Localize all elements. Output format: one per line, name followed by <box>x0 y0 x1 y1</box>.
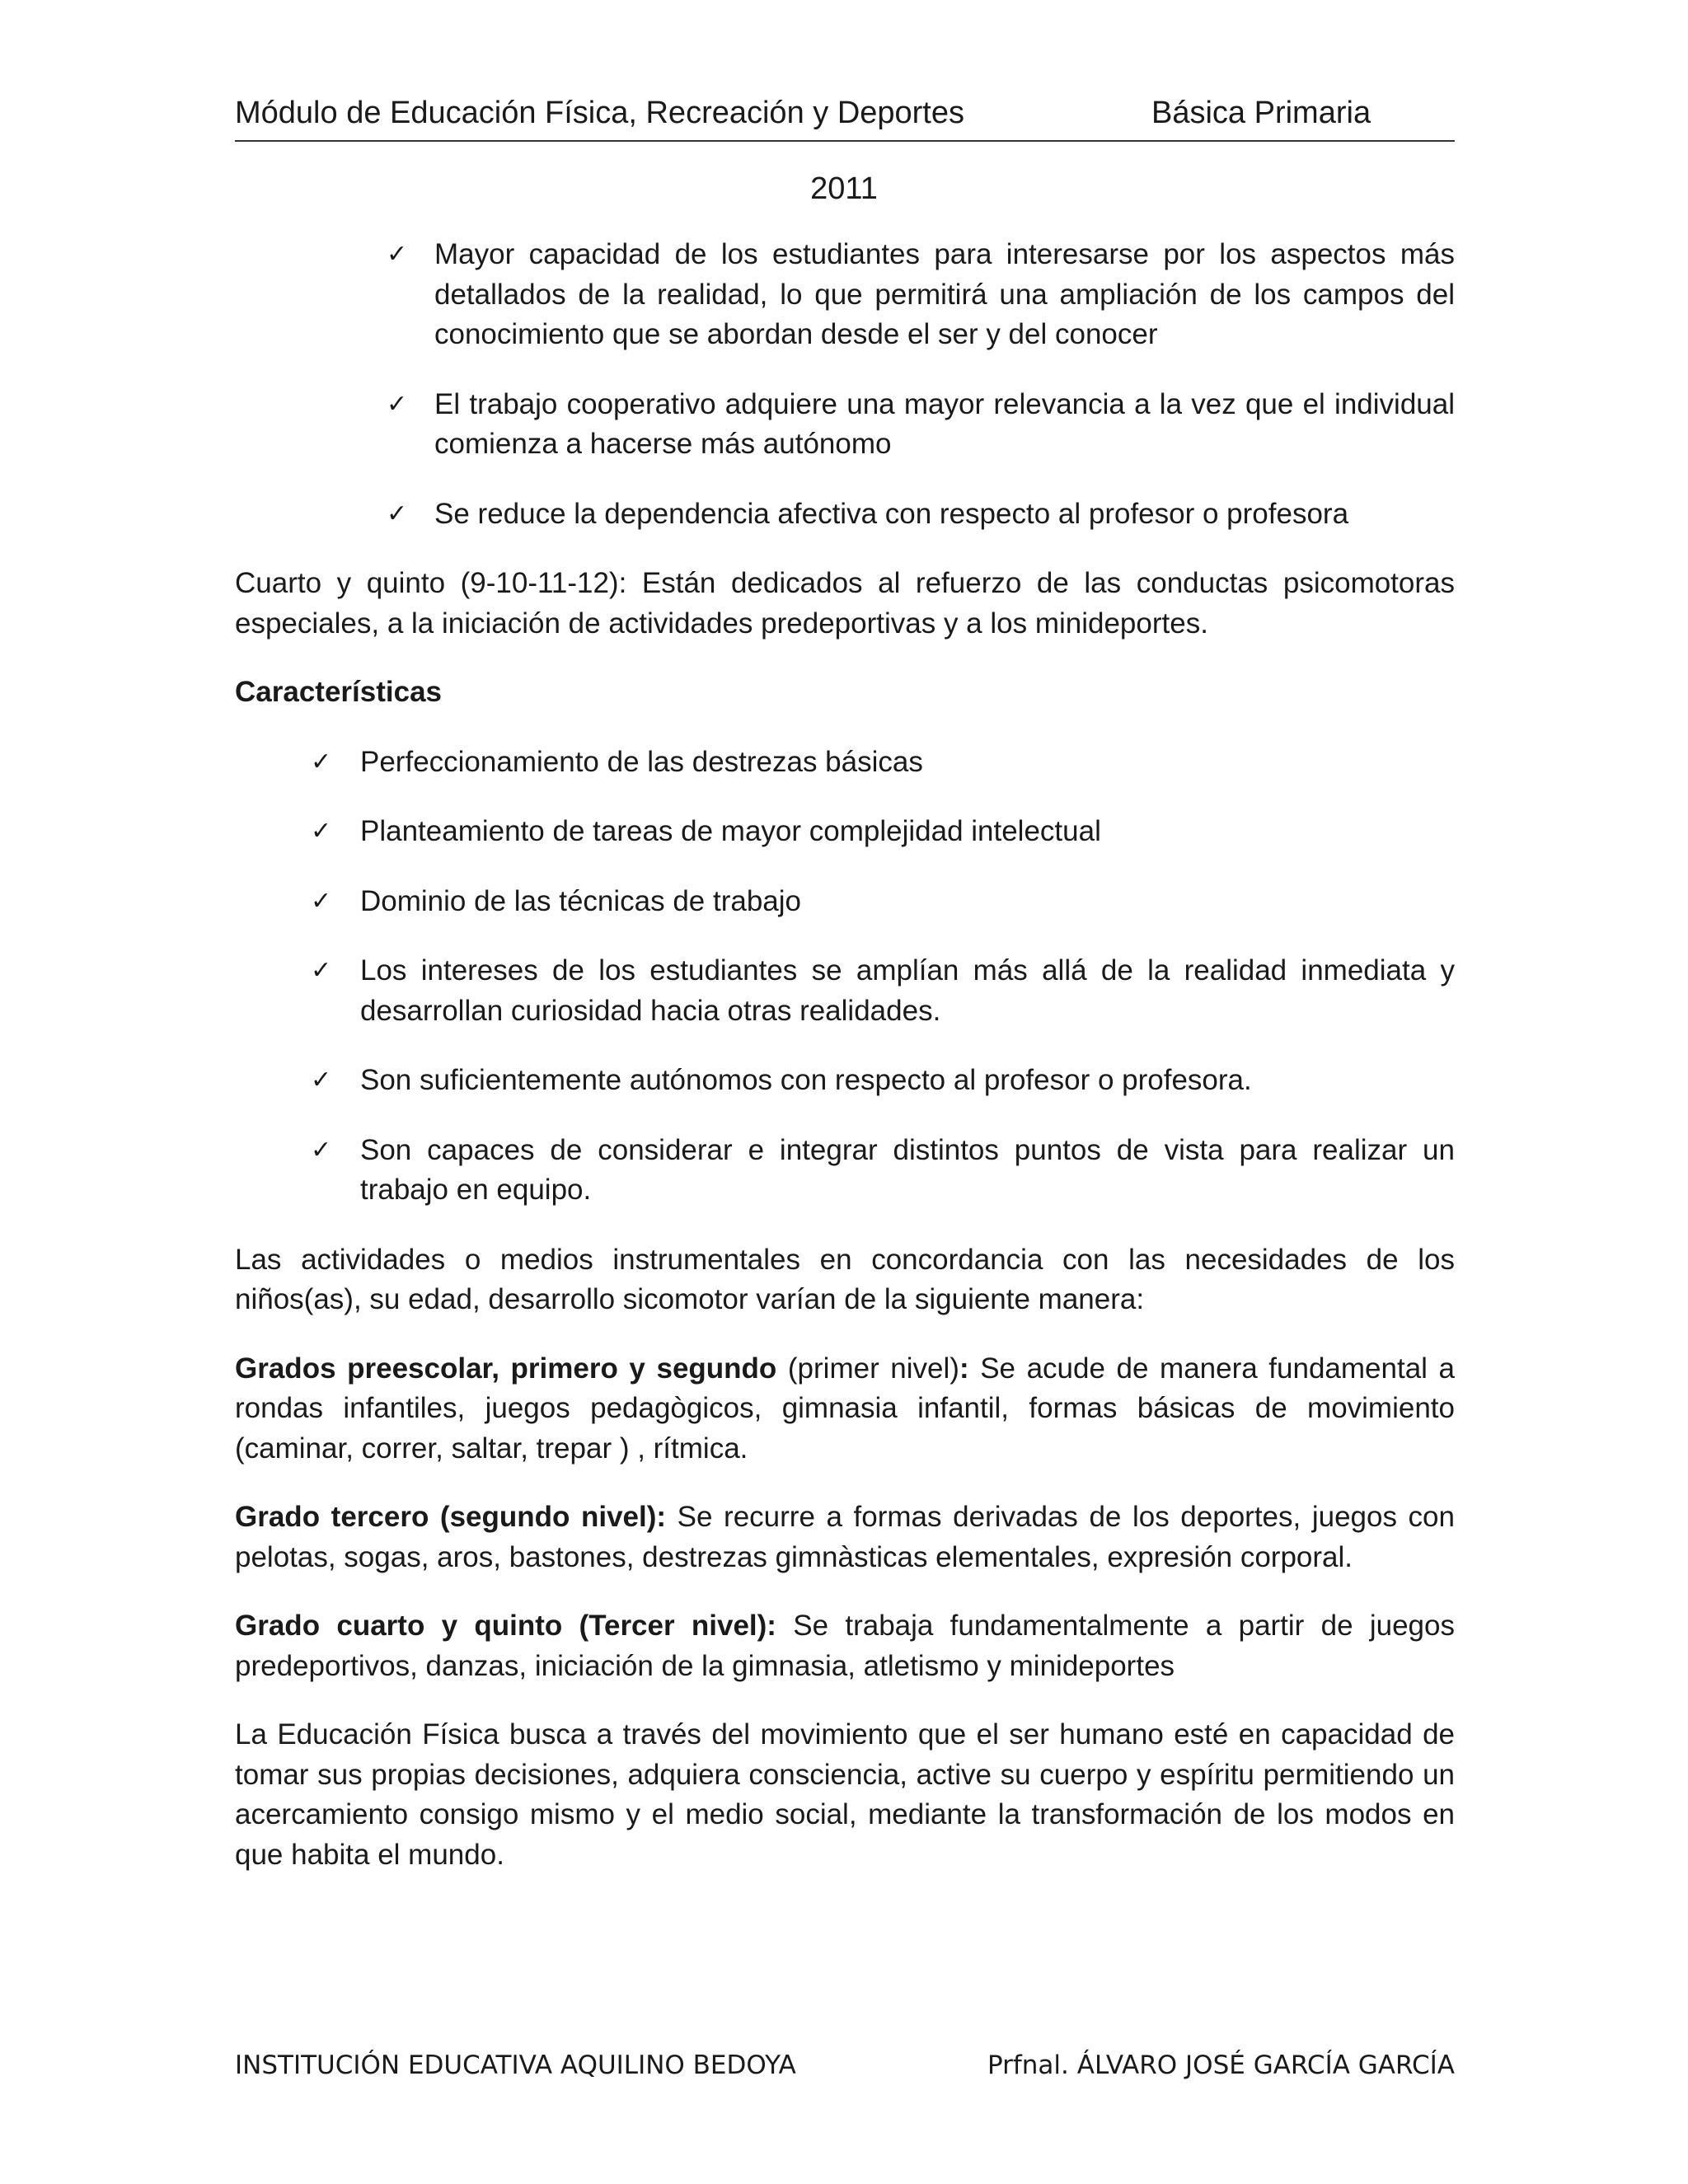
grade-colon: : <box>959 1352 969 1385</box>
list-item <box>235 743 1455 783</box>
checkmark-icon: ✓ <box>311 1135 332 1165</box>
grade-label: Grado tercero (segundo nivel): <box>235 1501 667 1533</box>
paragraph-cuarto-quinto: Cuarto y quinto (9-10-11-12): Están dedicados al refuerzo de las conductas psicomotoras especiales, a la iniciación de actividades predeportivas y a los minideportes. <box>235 567 1455 640</box>
checklist-caracteristicas <box>235 743 1455 1211</box>
grade-label: Grados preescolar, primero y segundo <box>235 1352 777 1385</box>
checkmark-icon: ✓ <box>311 886 332 916</box>
grade-description: Se recurre a formas derivadas de los deportes, juegos con pelotas, sogas, aros, bastones, destrezas gimnàsticas elementales, expresión corporal. <box>235 1501 1455 1573</box>
checkmark-icon: ✓ <box>311 747 332 776</box>
page-header <box>235 92 1455 142</box>
checkmark-icon: ✓ <box>387 240 408 269</box>
year-label: 2011 <box>810 171 878 206</box>
list-item <box>235 1061 1455 1101</box>
institution-name: INSTITUCIÓN EDUCATIVA AQUILINO BEDOYA <box>235 2050 796 2080</box>
checklist-primary <box>235 235 1455 534</box>
list-item <box>235 385 1455 465</box>
list-item-text: Son suficientemente autónomos con respecto al profesor o profesora. <box>360 1064 1252 1096</box>
paragraph-grado-tercero <box>235 1497 1455 1577</box>
author-name: Prfnal. ÁLVARO JOSÉ GARCÍA GARCÍA <box>987 2050 1455 2080</box>
paragraph-educacion-fisica: La Educación Física busca a través del movimiento que el ser humano esté en capacidad de tomar sus propias decisiones, adquiera consciencia, active su cuerpo y espíritu permitiendo un acercamiento consigo mismo y el medio social, mediante la transformación de los modos en que habita el mundo. <box>235 1718 1455 1871</box>
list-item-text: Se reduce la dependencia afectiva con respecto al profesor o profesora <box>434 497 1349 530</box>
list-item-text: Son capaces de considerar e integrar distintos puntos de vista para realizar un trabajo en equipo. <box>360 1133 1455 1206</box>
paragraph-grados-primer-nivel <box>235 1349 1455 1469</box>
level-note: (primer nivel) <box>776 1352 959 1385</box>
list-item-text: Mayor capacidad de los estudiantes para interesarse por los aspectos más detallados de la realidad, lo que permitirá una ampliación de los campos del conocimiento que se abordan desde el ser y del conocer <box>434 238 1455 350</box>
list-item <box>235 882 1455 922</box>
list-item-text: El trabajo cooperativo adquiere una mayor relevancia a la vez que el individual comienza a hacerse más autónomo <box>434 387 1455 460</box>
grade-label: Grado cuarto y quinto (Tercer nivel): <box>235 1610 776 1642</box>
list-item-text: Los intereses de los estudiantes se amplían más allá de la realidad inmediata y desarrollan curiosidad hacia otras realidades. <box>360 954 1455 1027</box>
checkmark-icon: ✓ <box>387 499 408 528</box>
grade-description: Se trabaja fundamentalmente a partir de juegos predeportivos, danzas, iniciación de la gimnasia, atletismo y minideportes <box>235 1610 1455 1682</box>
list-item <box>235 1131 1455 1211</box>
list-item <box>235 494 1455 535</box>
grade-description: Se acude de manera fundamental a rondas infantiles, juegos pedagògicos, gimnasia infantil, formas básicas de movimiento (caminar, correr, saltar, trepar ) , rítmica. <box>235 1352 1455 1465</box>
list-item-text: Planteamiento de tareas de mayor complejidad intelectual <box>360 815 1101 847</box>
paragraph-grado-cuarto-quinto <box>235 1606 1455 1686</box>
list-item-text: Dominio de las técnicas de trabajo <box>360 884 802 917</box>
list-item <box>235 812 1455 852</box>
module-title: Módulo de Educación Física, Recreación y Deportes <box>235 96 965 130</box>
checkmark-icon: ✓ <box>387 389 408 419</box>
paragraph-actividades: Las actividades o medios instrumentales en concordancia con las necesidades de los niños(as), su edad, desarrollo sicomotor varían de la siguiente manera: <box>235 1243 1455 1315</box>
checkmark-icon: ✓ <box>311 1066 332 1094</box>
list-item-text: Perfeccionamiento de las destrezas básicas <box>360 745 923 778</box>
section-heading: Características <box>235 676 442 708</box>
checkmark-icon: ✓ <box>311 817 332 846</box>
page-body <box>235 235 1455 1904</box>
list-item <box>235 235 1455 355</box>
checkmark-icon: ✓ <box>311 956 332 985</box>
level-label: Básica Primaria <box>1151 96 1372 130</box>
list-item <box>235 951 1455 1031</box>
